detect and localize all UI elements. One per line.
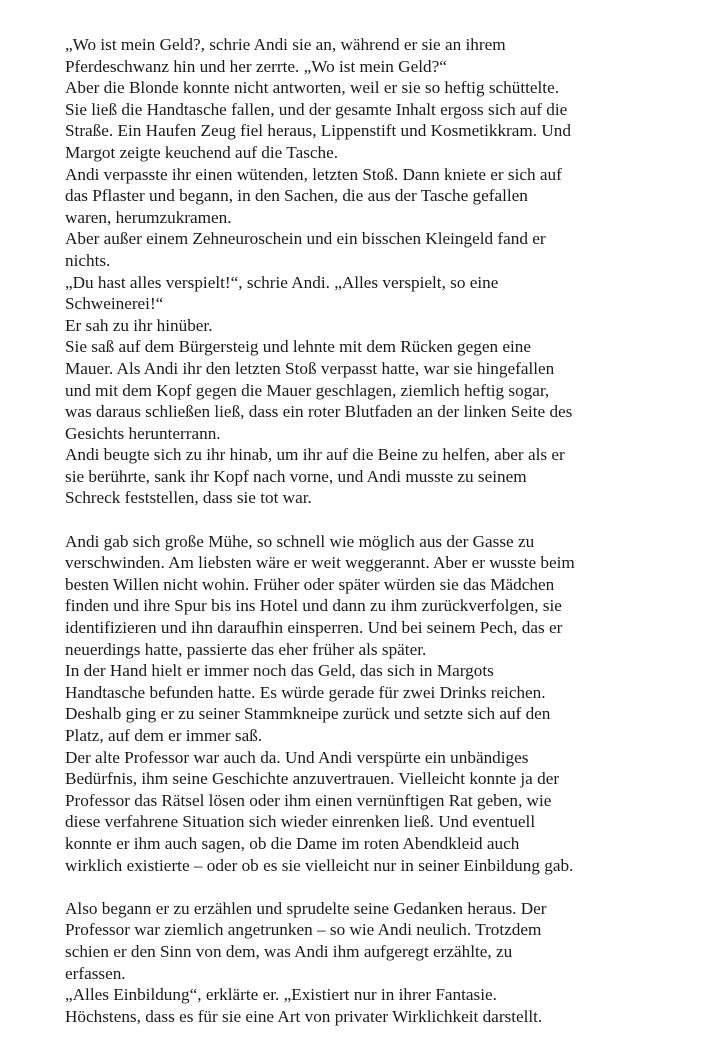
text-line: Schreck feststellen, dass sie tot war. xyxy=(65,488,312,508)
text-line: „Du hast alles verspielt!“, schrie Andi. „Alles verspielt, so eine xyxy=(65,272,499,292)
text-line: Professor das Rätsel lösen oder ihm einen vernünftigen Rat geben, wie xyxy=(65,790,552,810)
text-line: Er sah zu ihr hinüber. xyxy=(65,315,213,335)
text-line: Gesichts herunterrann. xyxy=(65,423,221,443)
text-line: Schweinerei!“ xyxy=(65,294,164,314)
text-line: schien er den Sinn von dem, was Andi ihm aufgeregt erzählte, zu xyxy=(65,941,513,961)
text-line: Der alte Professor war auch da. Und Andi verspürte ein unbändiges xyxy=(65,747,529,767)
text-line: Andi gab sich große Mühe, so schnell wie möglich aus der Gasse zu xyxy=(65,531,535,551)
text-line: finden und ihre Spur bis ins Hotel und dann zu ihm zurückverfolgen, sie xyxy=(65,596,562,616)
text-line: Bedürfnis, ihm seine Geschichte anzuvertrauen. Vielleicht konnte ja der xyxy=(65,769,560,789)
text-line: In der Hand hielt er immer noch das Geld, das sich in Margots xyxy=(65,661,494,681)
text-line: konnte er ihm auch sagen, ob die Dame im roten Abendkleid auch xyxy=(65,833,520,853)
text-line: Mauer. Als Andi ihr den letzten Stoß verpasst hatte, war sie hingefallen xyxy=(65,358,555,378)
text-line: und mit dem Kopf gegen die Mauer geschlagen, ziemlich heftig sogar, xyxy=(65,380,550,400)
text-line: Höchstens, dass es für sie eine Art von privater Wirklichkeit darstellt. xyxy=(65,1006,543,1026)
text-line: das Pflaster und begann, in den Sachen, die aus der Tasche gefallen xyxy=(65,186,528,206)
paragraph-gap xyxy=(65,509,665,531)
text-line: Pferdeschwanz hin und her zerrte. „Wo ist mein Geld?“ xyxy=(65,56,447,76)
text-line: nichts. xyxy=(65,250,111,270)
text-line: identifizieren und ihn daraufhin einsperren. Und bei seinem Pech, das er xyxy=(65,618,563,638)
text-line: Aber die Blonde konnte nicht antworten, weil er sie so heftig schüttelte. xyxy=(65,78,560,98)
text-line: waren, herumzukramen. xyxy=(65,207,232,227)
text-line: Andi beugte sich zu ihr hinab, um ihr auf die Beine zu helfen, aber als er xyxy=(65,445,565,465)
text-line: Handtasche befunden hatte. Es würde gerade für zwei Drinks reichen. xyxy=(65,682,546,702)
text-line: Also begann er zu erzählen und sprudelte seine Gedanken heraus. Der xyxy=(65,898,547,918)
text-line: Sie saß auf dem Bürgersteig und lehnte mit dem Rücken gegen eine xyxy=(65,337,532,357)
text-line: „Alles Einbildung“, erklärte er. „Existiert nur in ihrer Fantasie. xyxy=(65,985,497,1005)
text-line: besten Willen nicht wohin. Früher oder später würden sie das Mädchen xyxy=(65,574,555,594)
paragraph-gap xyxy=(65,876,665,898)
text-line: sie berührte, sank ihr Kopf nach vorne, und Andi musste zu seinem xyxy=(65,466,527,486)
text-line: diese verfahrene Situation sich wieder einrenken ließ. Und eventuell xyxy=(65,812,536,832)
text-line: „Wo ist mein Geld?, schrie Andi sie an, während er sie an ihrem xyxy=(65,35,506,54)
text-line: Platz, auf dem er immer saß. xyxy=(65,726,263,745)
text-line: Professor war ziemlich angetrunken – so wie Andi neulich. Trotzdem xyxy=(65,920,542,940)
document-page xyxy=(65,34,665,1027)
text-line: Sie ließ die Handtasche fallen, und der gesamte Inhalt ergoss sich auf die xyxy=(65,99,568,119)
text-line: Andi verpasste ihr einen wütenden, letzten Stoß. Dann kniete er sich auf xyxy=(65,164,562,184)
text-line: neuerdings hatte, passierte das eher früher als später. xyxy=(65,639,427,659)
text-line: Straße. Ein Haufen Zeug fiel heraus, Lippenstift und Kosmetikkram. Und xyxy=(65,121,571,141)
text-line: was daraus schließen ließ, dass ein roter Blutfaden an der linken Seite des xyxy=(65,402,573,422)
text-line: Deshalb ging er zu seiner Stammkneipe zurück und setzte sich auf den xyxy=(65,704,551,724)
text-line: wirklich existierte – oder ob es sie vielleicht nur in seiner Einbildung gab. xyxy=(65,855,574,875)
text-line: Margot zeigte keuchend auf die Tasche. xyxy=(65,142,339,162)
text-line: erfassen. xyxy=(65,963,126,983)
text-line: verschwinden. Am liebsten wäre er weit weggerannt. Aber er wusste beim xyxy=(65,553,575,573)
text-line: Aber außer einem Zehneuroschein und ein bisschen Kleingeld fand er xyxy=(65,229,546,249)
